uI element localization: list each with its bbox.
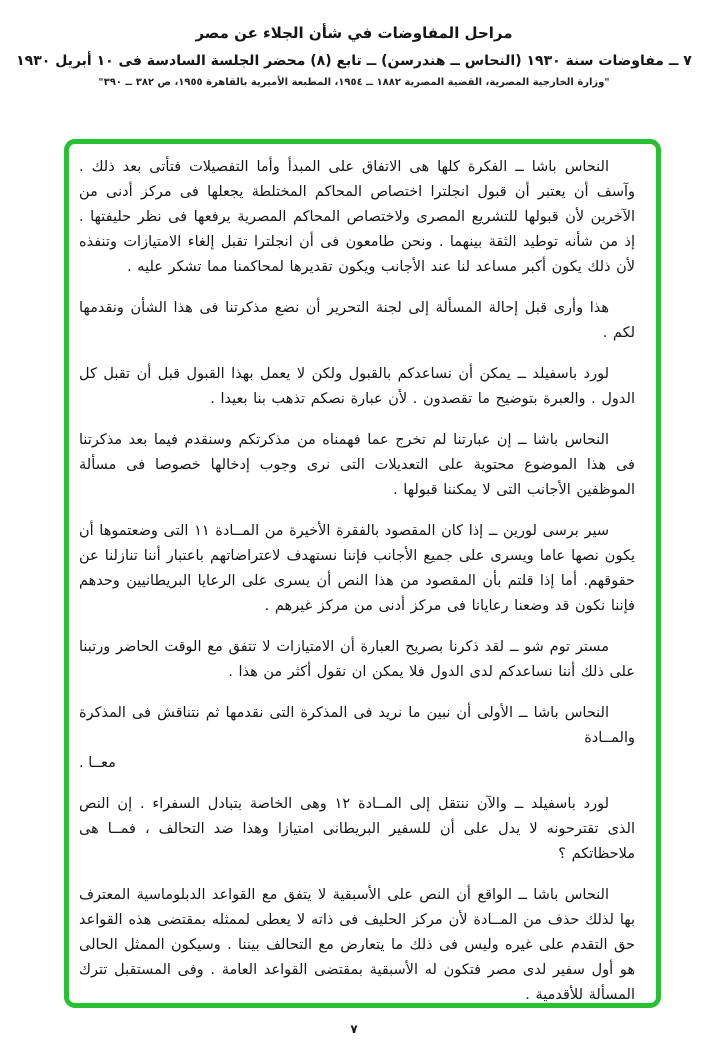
source-citation: "وزارة الخارجية المصرية، القضية المصرية ١٨٨٢ ــ ١٩٥٤، المطبعة الأميرية بالقاهرة ١٩٥٥، ص ٣٨٢ ــ ٣٩٠" [98, 77, 610, 88]
dialogue-paragraph-passfield-2: لورد باسفيلد ــ والآن ننتقل إلى المــادة ١٢ وهى الخاصة بتبادل السفراء . إن النص الذى تقترحونه لا يدل على أن للسفير البريطانى امتيازا وهذا ضد التحالف ، فمــا هى ملاحظاتكم ؟ [79, 796, 635, 862]
dialogue-paragraph-nahas-5: النحاس باشا ــ الواقع أن النص على الأسبقية لا يتفق مع القواعد الدبلوماسية المعترف بها لذلك حذف من المــادة لأن مركز الحليف فى ذاته لا يعطى لممثله بمقتضى هذه القواعد حق التقدم على غيره وليس فى ذلك ما يتعارض مع التحالف بيننا . وسيكون الممثل الحالى هو أول سفير لدى مصر فتكون له الأسبقية بمقتضى القواعد العامة . وفى المستقبل تترك المسألة للأقدمية . [79, 887, 635, 1003]
page-number: ٧ [350, 1022, 358, 1036]
page-title: مراحل المفاوضات في شأن الجلاء عن مصر [195, 24, 513, 42]
dialogue-paragraph-nahas-3: النحاس باشا ــ إن عبارتنا لم تخرج عما فهمناه من مذكرتكم وسنقدم فيما بعد مذكرتنا فى هذا الموضوع محتوية على التعديلات التى نرى وجوب إدخالها خصوصا فى مسألة الموظفين الأجانب التى لا يمكننا قبولها . [79, 432, 635, 498]
dialogue-paragraph-nahas-4-tail: معــا . [79, 755, 116, 771]
highlight-box [64, 139, 661, 1008]
dialogue-paragraph-shaw-1: مستر توم شو ــ لقد ذكرنا بصريح العبارة أن الامتيازات لا تتفق مع الوقت الحاضر ورتبنا على ذلك أننا نساعدكم لدى الدول فلا يمكن ان نقول أكثر من هذا . [79, 639, 635, 680]
dialogue-paragraph-nahas-2: هذا وأرى قبل إحالة المسألة إلى لجنة التحرير أن نضع مذكرتنا فى هذا الشأن ونقدمها لكم . [79, 300, 635, 341]
dialogue-paragraph-loraine: سير برسى لورين ــ إذا كان المقصود بالفقرة الأخيرة من المــادة ١١ التى وضعتموها أن يكون نصها عاما ويسرى على جميع الأجانب فإننا نستهدف لاعتراضاتهم باعتبار أننا تنازلنا عن حقوقهم. أما إذا قلتم بأن المقصود من هذا النص أن يسرى على الرعايا البريطانيين وحدهم فإننا نكون قد وضعنا رعايانا فى مركز أدنى من مركز غيرهم . [79, 523, 635, 614]
page-header [0, 0, 708, 88]
dialogue-paragraph-nahas-1: النحاس باشا ــ الفكرة كلها هى الاتفاق على المبدأ وأما التفصيلات فتأتى بعد ذلك . وآسف أن يعتبر أن قبول انجلترا اختصاص المحاكم المختلطة يجعلها فى مركز أدنى من الآخرين لأن قبولها للتشريع المصرى ولاختصاص المحاكم المصرية يرفعها فى نظر حليفتها . إذ من شأنه توطيد الثقة بينهما . ونحن طامعون فى أن انجلترا تقبل إلغاء الامتيازات وتنفذه لأن ذلك يكون أكبر مساعد لنا عند الأجانب ويكون تقديرها لمحاكمنا مما تشكر عليه . [79, 159, 635, 275]
page-subtitle: ٧ ــ مفاوضات سنة ١٩٣٠ (النحاس ــ هندرسن) ــ تابع (٨) محضر الجلسة السادسة فى ١٠ أبريل ١٩٣٠ [16, 53, 692, 69]
dialogue-paragraph-passfield-1: لورد باسفيلد ــ يمكن أن نساعدكم بالقبول ولكن لا يعمل بهذا القبول قبل أن تقبل كل الدول . والعبرة بتوضيح ما تقصدون . لأن عبارة نصكم تذهب بنا بعيدا . [79, 366, 635, 407]
dialogue-paragraph-nahas-4: النحاس باشا ــ الأولى أن نبين ما نريد فى المذكرة التى نقدمها ثم نتناقش فى المذكرة والمــادة [79, 705, 635, 746]
